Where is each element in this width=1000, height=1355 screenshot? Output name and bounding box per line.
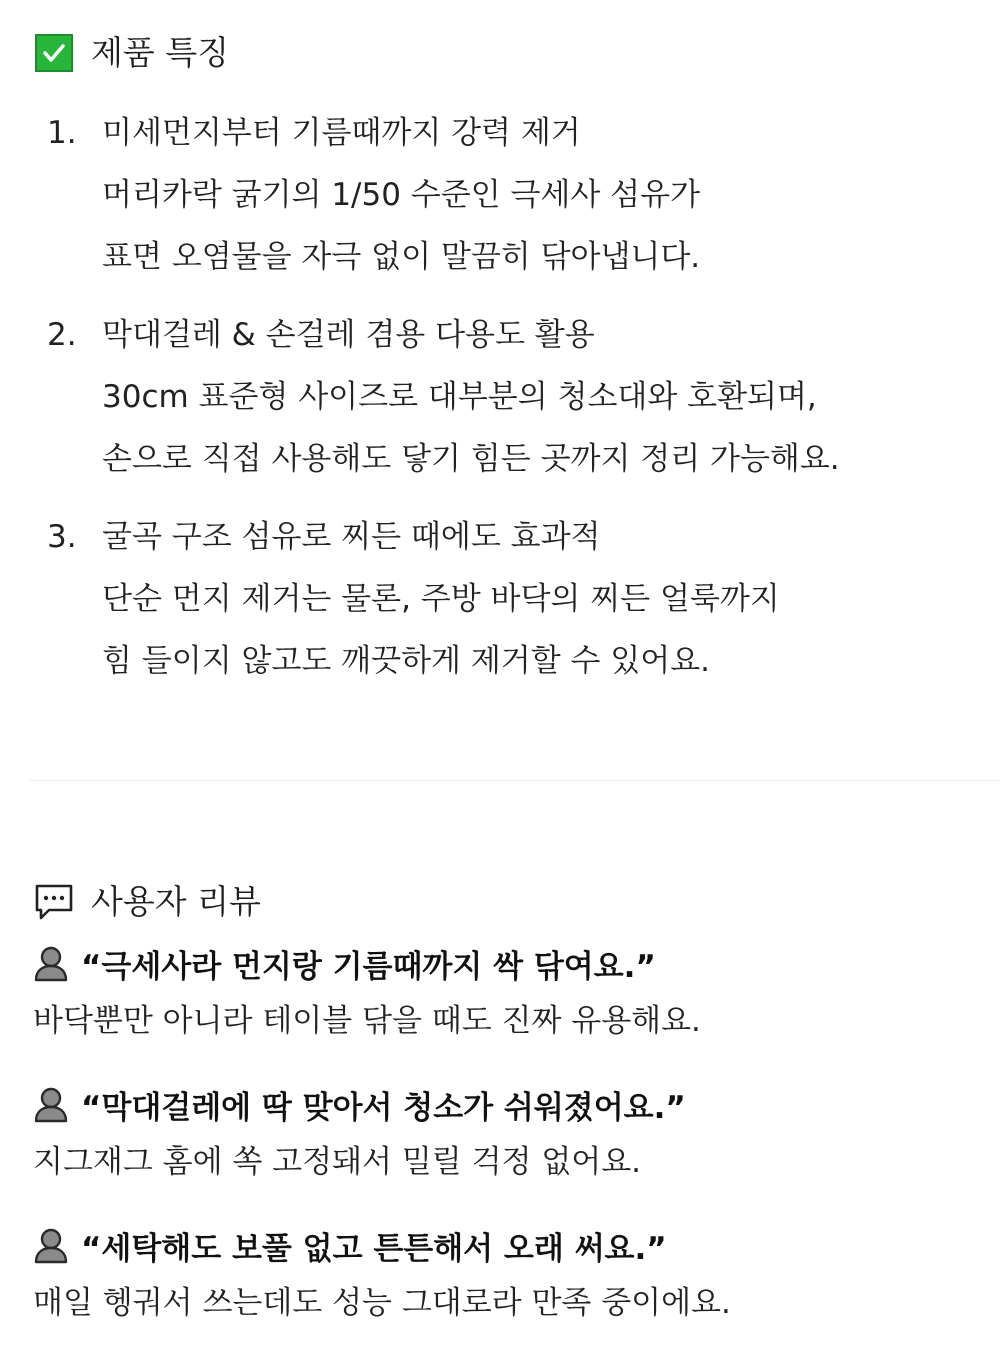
review-body: 지그재그 홈에 쏙 고정돼서 밀릴 걱정 없어요.	[33, 1144, 642, 1180]
feature-description-line: 손으로 직접 사용해도 닿기 힘든 곳까지 정리 가능해요.	[102, 441, 840, 477]
check-mark-icon	[35, 34, 73, 72]
review-quote-text: “세탁해도 보풀 없고 튼튼해서 오래 써요.”	[81, 1230, 667, 1267]
features-heading-text: 제품 특징	[91, 33, 230, 72]
review-body: 바닥뿐만 아니라 테이블 닦을 때도 진짜 유용해요.	[33, 1003, 701, 1039]
review-quote	[33, 938, 656, 988]
reviews-heading	[33, 880, 261, 924]
feature-description-line: 힘 들이지 않고도 깨끗하게 제거할 수 있어요.	[102, 643, 711, 679]
feature-number: 3.	[47, 519, 77, 555]
review-quote-text: “막대걸레에 딱 맞아서 청소가 쉬워졌어요.”	[81, 1089, 686, 1126]
review-quote	[33, 1220, 667, 1270]
speech-bubble-icon	[33, 882, 75, 922]
feature-description-line: 30cm 표준형 사이즈로 대부분의 청소대와 호환되며,	[102, 379, 817, 415]
feature-description-line: 표면 오염물을 자극 없이 말끔히 닦아냅니다.	[102, 239, 701, 275]
feature-number: 1.	[47, 115, 77, 151]
review-quote	[33, 1079, 686, 1129]
review-body: 매일 헹궈서 쓰는데도 성능 그대로라 만족 중이에요.	[33, 1285, 731, 1321]
feature-number: 2.	[47, 317, 77, 353]
feature-title: 막대걸레 & 손걸레 겸용 다용도 활용	[102, 317, 595, 353]
section-divider	[30, 780, 1000, 781]
feature-description-line: 머리카락 굵기의 1/50 수준인 극세사 섬유가	[102, 177, 701, 213]
feature-description-line: 단순 먼지 제거는 물론, 주방 바닥의 찌든 얼룩까지	[102, 581, 780, 617]
person-icon	[33, 1085, 69, 1123]
review-quote-text: “극세사라 먼지랑 기름때까지 싹 닦여요.”	[81, 948, 656, 985]
person-icon	[33, 944, 69, 982]
person-icon	[33, 1226, 69, 1264]
feature-title: 굴곡 구조 섬유로 찌든 때에도 효과적	[102, 519, 601, 555]
features-heading	[35, 33, 229, 73]
reviews-heading-text: 사용자 리뷰	[91, 882, 261, 921]
feature-title: 미세먼지부터 기름때까지 강력 제거	[102, 115, 581, 151]
